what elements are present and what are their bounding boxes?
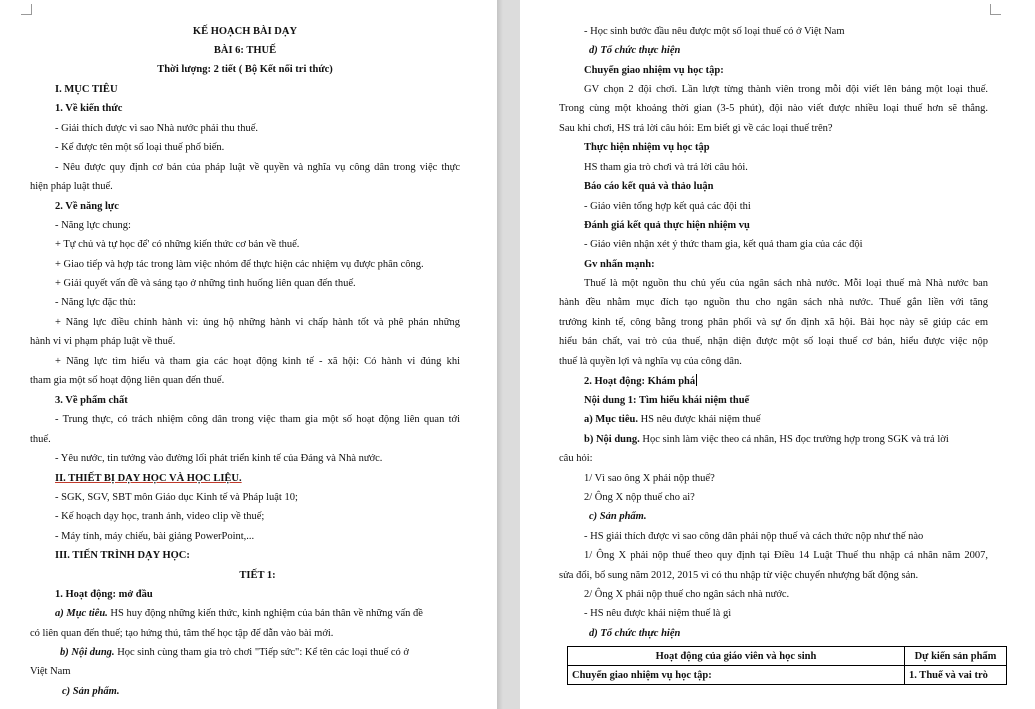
step-heading: Đánh giá kết quả thực hiện nhiệm vụ bbox=[584, 220, 750, 231]
table-cell[interactable]: Chuyển giao nhiệm vụ học tập: bbox=[568, 666, 905, 685]
gutter-shadow bbox=[497, 0, 503, 709]
subsection-heading: 3. Về phẩm chất bbox=[55, 395, 128, 406]
table-row bbox=[568, 666, 1007, 685]
text-line: 2/ Ông X phải nộp thuế cho ngân sách nhà nước. bbox=[584, 589, 790, 600]
text-line: hành đều nhằm mục đích tạo nguồn thu cho ngân sách nhà nước. Thuế gắn liền với tăng bbox=[559, 297, 988, 308]
text-line: hiện pháp luật thuế. bbox=[30, 181, 113, 192]
text-line: hành vi vi phạm pháp luật về thuế. bbox=[30, 336, 176, 347]
label-to-chuc: d) Tổ chức thực hiện bbox=[589, 45, 681, 56]
text-line: + Năng lực điều chỉnh hành vi: ủng hộ những hành vi chấp hành tốt và phê phán những bbox=[55, 317, 460, 328]
text-line: - HS nêu được khái niệm thuế là gì bbox=[584, 608, 732, 619]
text-line: sửa đổi, bổ sung năm 2012, 2015 vì có thu nhập từ việc chuyển nhượng bất động sản. bbox=[559, 570, 919, 581]
margin-corner-marker bbox=[21, 4, 32, 15]
text-line: hiểu bản chất, vai trò của thuế, nhận diện được một số loại thuế cơ bản, hiểu được việc nộp bbox=[559, 336, 988, 347]
section-heading: III. TIẾN TRÌNH DẠY HỌC: bbox=[55, 550, 190, 561]
subsection-heading: 2. Về năng lực bbox=[55, 201, 119, 212]
text-cursor bbox=[696, 374, 697, 386]
activity-table bbox=[567, 646, 1007, 685]
margin-corner-marker bbox=[990, 4, 1001, 15]
text-line: - Kế hoạch dạy học, tranh ảnh, video clip về thuế; bbox=[55, 511, 265, 522]
text-span: HS huy động những kiến thức, kinh nghiệm của bản thân về những vấn đề bbox=[107, 608, 423, 619]
period-heading: TIẾT 1: bbox=[239, 570, 276, 581]
text-line: Sau khi chơi, HS trả lời câu hỏi: Em biết gì về các loại thuế trên? bbox=[559, 123, 833, 134]
section-heading: I. MỤC TIÊU bbox=[55, 84, 118, 95]
text-line: - SGK, SGV, SBT môn Giáo dục Kinh tế và Pháp luật 10; bbox=[55, 492, 298, 503]
step-heading: Chuyển giao nhiệm vụ học tập: bbox=[584, 65, 724, 76]
text-line: - Yêu nước, tin tưởng vào đường lối phát triển kinh tế của Đảng và Nhà nước. bbox=[55, 453, 383, 464]
text-line bbox=[584, 413, 761, 426]
text-line: tham gia một số hoạt động liên quan đến thuế. bbox=[30, 375, 225, 386]
activity-heading: 1. Hoạt động: mở đầu bbox=[55, 589, 153, 600]
document-page-right bbox=[520, 0, 1035, 709]
label-san-pham: c) Sản phẩm. bbox=[589, 511, 647, 522]
text-line: - Năng lực đặc thù: bbox=[55, 297, 136, 308]
label-muc-tieu: a) Mục tiêu. bbox=[584, 414, 638, 425]
text-span: Học sinh cùng tham gia trò chơi "Tiếp sức": Kể tên các loại thuế có ở bbox=[114, 647, 409, 658]
text-line: câu hỏi: bbox=[559, 453, 593, 464]
question-line: 2/ Ông X nộp thuế cho ai? bbox=[584, 492, 695, 503]
text-line: - Giải thích được vì sao Nhà nước phải thu thuế. bbox=[55, 123, 258, 134]
question-line: 1/ Vì sao ông X phải nộp thuế? bbox=[584, 473, 715, 484]
lesson-title: BÀI 6: THUẾ bbox=[213, 45, 277, 56]
text-span: 2. Hoạt động: Khám phá bbox=[584, 376, 696, 387]
text-line bbox=[584, 433, 988, 446]
step-heading: Gv nhấn mạnh: bbox=[584, 259, 655, 270]
text-line: HS tham gia trò chơi và trả lời câu hỏi. bbox=[584, 162, 748, 173]
text-line: thuế là quyền lợi và nghĩa vụ của công dân. bbox=[559, 356, 742, 367]
text-line: Trong cùng một khoảng thời gian (3-5 phút), đội nào viết được nhiều loại thuế hơn sẽ thắng. bbox=[559, 103, 988, 114]
step-heading: Báo cáo kết quả và thảo luận bbox=[584, 181, 714, 192]
text-line: Thuế là một nguồn thu chủ yếu của ngân sách nhà nước. Mỗi loại thuế mà Nhà nước ban bbox=[584, 278, 988, 289]
table-header-cell[interactable]: Dự kiến sản phẩm bbox=[905, 647, 1007, 666]
text-line: - HS giải thích được vì sao công dân phải nộp thuế và cách thức nộp như thế nào bbox=[584, 531, 924, 542]
label-noi-dung: b) Nội dung. bbox=[60, 647, 115, 658]
document-page-left bbox=[0, 0, 497, 709]
text-line: + Năng lực tìm hiểu và tham gia các hoạt động kinh tế - xã hội: Có hành vi đúng khi bbox=[55, 356, 460, 367]
step-heading: Thực hiện nhiệm vụ học tập bbox=[584, 142, 710, 153]
text-line: thuế. bbox=[30, 434, 51, 445]
text-line: - Nêu được quy định cơ bản của pháp luật về quyền và nghĩa vụ công dân trong việc thực bbox=[55, 162, 460, 173]
text-line bbox=[55, 607, 460, 620]
text-span: HS nêu được khái niệm thuế bbox=[637, 414, 761, 425]
text-line: - Trung thực, có trách nhiệm công dân trong việc tham gia một số hoạt động liên quan tới bbox=[55, 414, 460, 425]
text-line: - Kể được tên một số loại thuế phổ biến. bbox=[55, 142, 225, 153]
label-to-chuc: d) Tổ chức thực hiện bbox=[589, 628, 681, 639]
text-line: + Giao tiếp và hợp tác trong làm việc nhóm để thực hiện các nhiệm vụ được phân công. bbox=[55, 259, 424, 270]
text-line: Việt Nam bbox=[30, 666, 71, 677]
text-line: + Giải quyết vấn đề và sáng tạo ở những tình huống liên quan đến thuế. bbox=[55, 278, 356, 289]
text-line: - Năng lực chung: bbox=[55, 220, 131, 231]
label-san-pham: c) Sản phẩm. bbox=[62, 686, 120, 697]
table-header-cell[interactable]: Hoạt động của giáo viên và học sinh bbox=[568, 647, 905, 666]
content-heading: Nội dung 1: Tìm hiểu khái niệm thuế bbox=[584, 395, 750, 406]
text-line: + Tự chủ và tự học để' có những kiến thức cơ bản về thuế. bbox=[55, 239, 300, 250]
label-muc-tieu: a) Mục tiêu. bbox=[55, 608, 108, 619]
table-header-row bbox=[568, 647, 1007, 666]
subsection-heading: 1. Về kiến thức bbox=[55, 103, 123, 114]
text-line: - Máy tính, máy chiếu, bài giảng PowerPoint,... bbox=[55, 531, 255, 542]
text-line: - Giáo viên nhận xét ý thức tham gia, kết quả tham gia của các đội bbox=[584, 239, 863, 250]
activity-heading[interactable] bbox=[584, 374, 697, 388]
text-line: GV chọn 2 đội chơi. Lần lượt từng thành viên trong mỗi đội viết lên bảng một loại thuế. bbox=[584, 84, 988, 95]
lesson-plan-title: KẾ HOẠCH BÀI DẠY bbox=[192, 26, 298, 37]
text-line bbox=[60, 646, 460, 659]
text-line: 1/ Ông X phải nộp thuế theo quy định tại Điều 14 Luật Thuế thu nhập cá nhân năm 2007, bbox=[584, 550, 988, 561]
text-line: có liên quan đến thuế; tạo hứng thú, tâm thế học tập để dẫn vào bài mới. bbox=[30, 628, 334, 639]
section-heading: II. THIẾT BỊ DẠY HỌC VÀ HỌC LIỆU. bbox=[55, 473, 242, 484]
label-noi-dung: b) Nội dung. bbox=[584, 434, 640, 445]
text-line: - Giáo viên tổng hợp kết quả các đội thi bbox=[584, 201, 751, 212]
text-span: Học sinh làm việc theo cá nhân, HS đọc trường hợp trong SGK và trả lời bbox=[639, 434, 949, 445]
duration-line: Thời lượng: 2 tiết ( Bộ Kết nối tri thức) bbox=[157, 64, 333, 75]
table-cell[interactable]: 1. Thuế và vai trò bbox=[905, 666, 1007, 685]
text-line: - Học sinh bước đầu nêu được một số loại thuế có ở Việt Nam bbox=[584, 26, 845, 37]
text-line: trưởng kinh tế, công bằng trong phân phối và sự ổn định xã hội. Bài học này sẽ giúp các em bbox=[559, 317, 988, 328]
